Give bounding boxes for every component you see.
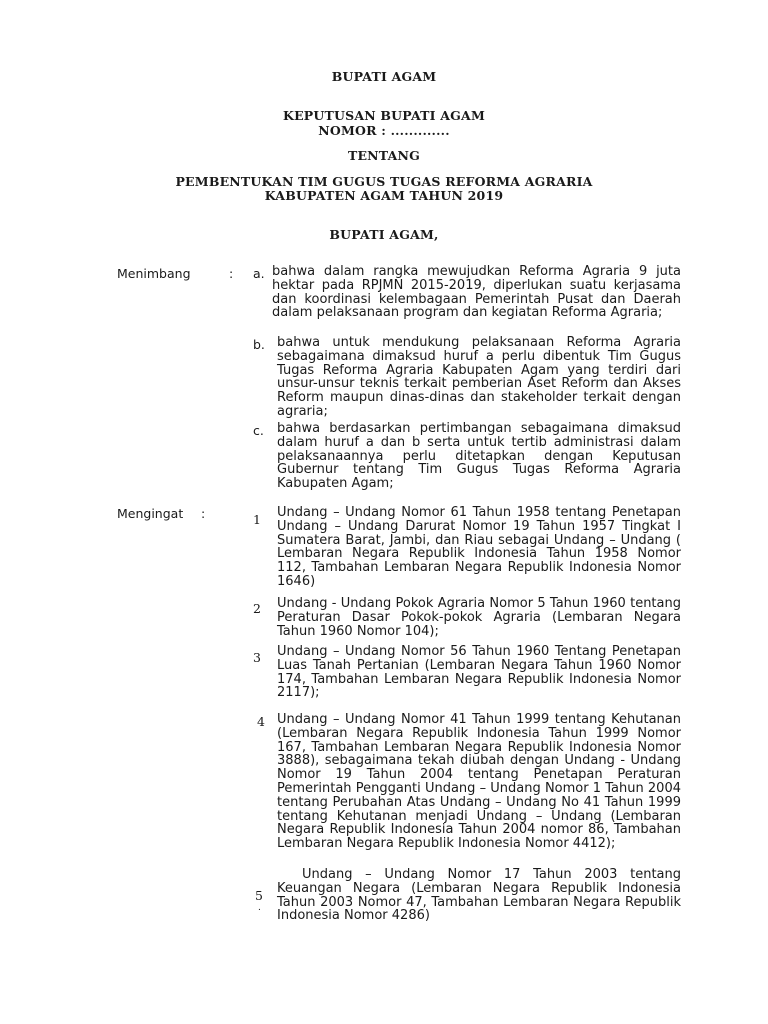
mengingat-number-2: 2 (253, 601, 261, 616)
mengingat-item-3: Undang – Undang Nomor 56 Tahun 1960 Tentang Penetapan Luas Tanah Pertanian (Lembaran Negara Tahun 1960 Nomor 174, Tambahan Lembaran Negara Republik Indonesia Nomor 2117); (277, 644, 681, 701)
issuer-heading: BUPATI AGAM (331, 69, 437, 84)
mengingat-item-4: Undang – Undang Nomor 41 Tahun 1999 tentang Kehutanan (Lembaran Negara Republik Indonesia Tahun 1999 Nomor 167, Tambahan Lembaran Negara Republik Indonesia Nomor 3888), sebagaimana tekah diubah dengan Undang - Undang Nomor 19 Tahun 2004 tentang Penetapan Peraturan Pemerintah Pengganti Undang – Undang Nomor 1 Tahun 2004 tentang Perubahan Atas Undang – Undang No 41 Tahun 1999 tentang Kehutanan menjadi Undang – Undang (Lembaran Negara Republik Indonesia Tahun 2004 nomor 86, Tambahan Lembaran Negara Republik Indonesia Nomor 4412); (277, 712, 681, 852)
menimbang-label: Menimbang (117, 266, 191, 281)
subject-line-2: KABUPATEN AGAM TAHUN 2019 (264, 188, 504, 203)
mengingat-number-4: 4 (257, 714, 265, 729)
signatory-heading: BUPATI AGAM, (329, 227, 439, 242)
mengingat-label: Mengingat (117, 506, 184, 521)
menimbang-item-b: bahwa untuk mendukung pelaksanaan Reforma Agraria sebagaimana dimaksud huruf a perlu dibentuk Tim Gugus Tugas Reforma Agraria Kabupaten Agam yang terdiri dari unsur-unsur teknis terkait pemberian Aset Reform dan Akses Reform maupun dinas-dinas dan stakeholder terkait dengan agraria; (277, 335, 681, 419)
decree-number: NOMOR : ............. (318, 123, 450, 138)
mengingat-number-1: 1 (253, 512, 261, 527)
menimbang-colon: : (229, 266, 234, 281)
mengingat-number-3: 3 (253, 650, 261, 665)
decree-title: KEPUTUSAN BUPATI AGAM (283, 108, 485, 123)
mengingat-item-5: Undang – Undang Nomor 17 Tahun 2003 tentang Keuangan Negara (Lembaran Negara Republik Indonesia Tahun 2003 Nomor 47, Tambahan Lembaran Negara Republik Indonesia Nomor 4286) (277, 867, 681, 924)
menimbang-item-a: bahwa dalam rangka mewujudkan Reforma Agraria 9 juta hektar pada RPJMN 2015-2019, diperlukan suatu kerjasama dan koordinasi kelembagaan Pemerintah Pusat dan Daerah dalam pelaksanaan program dan kegiatan Reforma Agraria; (272, 264, 681, 321)
menimbang-item-c: bahwa berdasarkan pertimbangan sebagaimana dimaksud dalam huruf a dan b serta untuk tertib administrasi dalam pelaksanaannya perlu ditetapkan dengan Keputusan Gubernur tentang Tim Gugus Tugas Reforma Agraria Kabupaten Agam; (277, 421, 681, 492)
menimbang-marker-b: b. (253, 337, 265, 352)
mengingat-colon: : (201, 506, 206, 521)
mengingat-item-2: Undang - Undang Pokok Agraria Nomor 5 Tahun 1960 tentang Peraturan Dasar Pokok-pokok Agraria (Lembaran Negara Tahun 1960 Nomor 104); (277, 596, 681, 639)
mengingat-number-5-suffix: . (258, 903, 261, 913)
mengingat-number-5: 5 (255, 888, 263, 903)
about-heading: TENTANG (347, 148, 421, 163)
menimbang-marker-a: a. (253, 266, 265, 281)
menimbang-marker-c: c. (253, 423, 264, 438)
mengingat-item-1: Undang – Undang Nomor 61 Tahun 1958 tentang Penetapan Undang – Undang Darurat Nomor 19 Tahun 1957 Tingkat I Sumatera Barat, Jambi, dan Riau sebagai Undang – Undang ( Lembaran Negara Republik Indonesia Tahun 1958 Nomor 112, Tambahan Lembaran Negara Republik Indonesia Nomor 1646) (277, 505, 681, 589)
subject-line-1: PEMBENTUKAN TIM GUGUS TUGAS REFORMA AGRARIA (175, 174, 593, 189)
